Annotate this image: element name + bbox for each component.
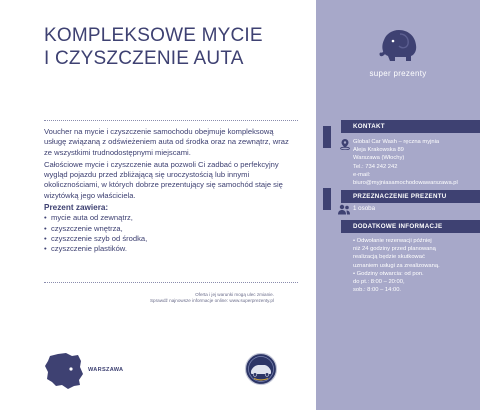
included-list [44, 213, 294, 254]
divider-top [44, 120, 298, 121]
list-item: • czyszczenie szyb od środka, [44, 234, 294, 244]
contact-heading: KONTAKT [341, 120, 480, 133]
location-pin-icon [339, 138, 351, 150]
people-icon [337, 204, 351, 215]
info-line: • Odwołanie rezerwacji później [353, 238, 432, 244]
brand-name: super prezenty [369, 69, 427, 78]
elephant-logo-icon [378, 24, 420, 64]
partner-logo-icon [244, 352, 278, 386]
contact-email: biuro@myjniasamochodowawarszawa.pl [353, 180, 458, 187]
city-label: WARSZAWA [88, 367, 124, 373]
contact-company: Global Car Wash – ręczna myjnia [353, 139, 440, 145]
divider-bottom [44, 282, 298, 283]
contact-email-label: e-mail: [353, 171, 371, 178]
contact-details [353, 138, 477, 187]
contact-city: Warszawa (Włochy) [353, 155, 405, 162]
poland-map-icon [44, 352, 84, 390]
section-marker [323, 188, 331, 210]
purpose-heading: PRZEZNACZENIE PREZENTU [341, 190, 480, 203]
info-line: uznaniem usługi za zrealizowaną. [353, 262, 440, 269]
description-paragraph-2: Całościowe mycie i czyszczenie auta pozwoli Ci zadbać o perfekcyjny wygląd pojazdu przed zbliżającą się uroczystością lub innymi okolicznościami, w których dobrze prezentujący się samochód staje się wizytówką jego właściciela. [44, 159, 283, 200]
section-marker [323, 126, 331, 148]
contact-phone: Tel.: 734 242 242 [353, 163, 398, 170]
description-paragraph-1: Voucher na mycie i czyszczenie samochodu obejmuje kompleksową usługę związaną z odświeżeniem auta od środka oraz na zewnątrz, wraz ze wszystkimi trudnodostępnymi miejscami. [44, 127, 289, 157]
info-line: sob.: 8:00 – 14:00. [353, 287, 402, 294]
included-title: Prezent zawiera: [44, 203, 109, 213]
list-item: • czyszczenie plastików. [44, 244, 294, 254]
info-line: realizacją będzie skutkować [353, 254, 425, 261]
purpose-value: 1 osoba [353, 205, 376, 212]
list-item: • mycie auta od zewnątrz, [44, 213, 294, 223]
info-details [353, 237, 477, 294]
page-title-line-1: KOMPLEKSOWE MYCIE [44, 25, 263, 46]
contact-street: Aleja Krakowska 89 [353, 147, 404, 154]
list-item: • czyszczenie wnętrza, [44, 224, 294, 234]
info-line: do pt.: 8:00 – 20:00, [353, 279, 405, 286]
description [44, 127, 294, 255]
footnote-disclaimer: Oferta i jej warunki mogą ulec zmianie. [195, 292, 274, 297]
page-title [44, 24, 263, 70]
info-heading: DODATKOWE INFORMACJE [341, 220, 480, 233]
info-line: niż 24 godziny przed planowaną [353, 246, 436, 253]
info-line: • Godziny otwarcia: od pon. [353, 270, 424, 277]
page-title-line-2: I CZYSZCZENIE AUTA [44, 48, 244, 69]
footnote-website: Sprawdź najnowsze informacje online: www.superprezenty.pl [149, 298, 274, 303]
